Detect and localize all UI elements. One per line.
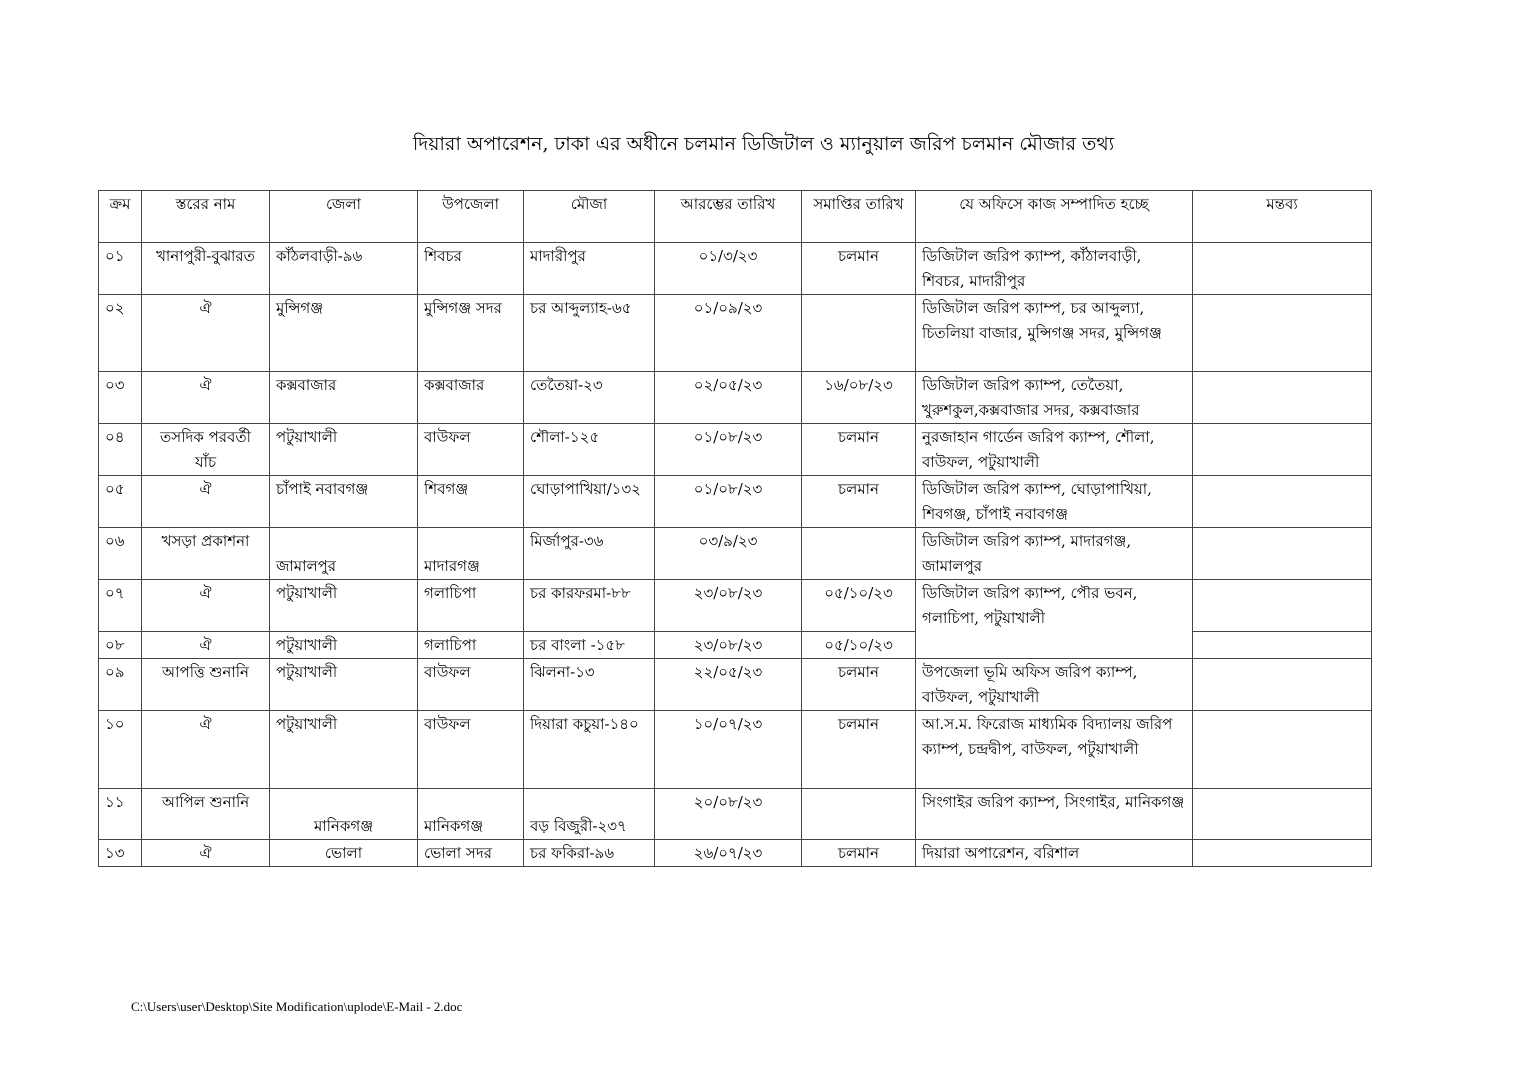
cell-serial: ০৩: [99, 372, 142, 424]
table-row: [99, 840, 1372, 867]
cell-stage: ঐ: [142, 580, 270, 632]
cell-remarks: [1193, 711, 1372, 789]
cell-stage: তসদিক পরবর্তী যাঁচ: [142, 424, 270, 476]
cell-start-date: ২২/০৫/২৩: [655, 659, 802, 711]
cell-mouza: মির্জাপুর-৩৬: [524, 528, 655, 580]
cell-office: দিয়ারা অপারেশন, বরিশাল: [916, 840, 1193, 867]
cell-mouza: বড় বিজুরী-২৩৭: [524, 789, 655, 840]
table-row: [99, 424, 1372, 476]
cell-office: ডিজিটাল জরিপ ক্যাম্প, মাদারগঞ্জ, জামালপুর: [916, 528, 1193, 580]
table-row: [99, 372, 1372, 424]
cell-stage: ঐ: [142, 372, 270, 424]
cell-upazila: মুন্সিগঞ্জ সদর: [418, 295, 524, 372]
header-mouza: মৌজা: [524, 191, 655, 243]
table-header-row: [99, 191, 1372, 243]
cell-end-date: চলমান: [802, 476, 916, 528]
cell-mouza: শৌলা-১২৫: [524, 424, 655, 476]
cell-remarks: [1193, 789, 1372, 840]
cell-stage: আপত্তি শুনানি: [142, 659, 270, 711]
cell-remarks: [1193, 632, 1372, 659]
cell-end-date: চলমান: [802, 424, 916, 476]
cell-remarks: [1193, 580, 1372, 632]
cell-end-date: ০৫/১০/২৩: [802, 580, 916, 632]
cell-district: পটুয়াখালী: [270, 424, 418, 476]
cell-serial: ১১: [99, 789, 142, 840]
cell-mouza: চর ফকিরা-৯৬: [524, 840, 655, 867]
cell-office: ডিজিটাল জরিপ ক্যাম্প, পৌর ভবন, গলাচিপা, পটুয়াখালী: [916, 580, 1193, 659]
cell-district: কাঁঠলবাড়ী-৯৬: [270, 243, 418, 295]
cell-office: সিংগাইর জরিপ ক্যাম্প, সিংগাইর, মানিকগঞ্জ: [916, 789, 1193, 840]
header-remarks: মন্তব্য: [1193, 191, 1372, 243]
header-end-date: সমাপ্তির তারিখ: [802, 191, 916, 243]
cell-stage: ঐ: [142, 840, 270, 867]
cell-district: জামালপুর: [270, 528, 418, 580]
header-office: যে অফিসে কাজ সম্পাদিত হচ্ছে: [916, 191, 1193, 243]
mouza-table: [98, 190, 1372, 867]
cell-district: চাঁপাই নবাবগঞ্জ: [270, 476, 418, 528]
cell-end-date: চলমান: [802, 243, 916, 295]
cell-upazila: বাউফল: [418, 711, 524, 789]
table-row: [99, 789, 1372, 840]
cell-upazila: বাউফল: [418, 659, 524, 711]
cell-start-date: ০১/০৮/২৩: [655, 476, 802, 528]
cell-mouza: দিয়ারা কচুয়া-১৪০: [524, 711, 655, 789]
cell-district: পটুয়াখালী: [270, 659, 418, 711]
cell-serial: ০৪: [99, 424, 142, 476]
table-row: [99, 659, 1372, 711]
cell-mouza: চর আব্দুল্যাহ-৬৫: [524, 295, 655, 372]
cell-office: নুরজাহান গার্ডেন জরিপ ক্যাম্প, শৌলা, বাউফল, পটুয়াখালী: [916, 424, 1193, 476]
cell-end-date: চলমান: [802, 711, 916, 789]
cell-district: ভোলা: [270, 840, 418, 867]
cell-mouza: ঘোড়াপাখিয়া/১৩২: [524, 476, 655, 528]
cell-office: আ.স.ম. ফিরোজ মাধ্যমিক বিদ্যালয় জরিপ ক্যাম্প, চন্দ্রদ্বীপ, বাউফল, পটুয়াখালী: [916, 711, 1193, 789]
cell-serial: ০৮: [99, 632, 142, 659]
cell-start-date: ০৩/৯/২৩: [655, 528, 802, 580]
cell-start-date: ০১/০৯/২৩: [655, 295, 802, 372]
cell-end-date: [802, 295, 916, 372]
cell-upazila: বাউফল: [418, 424, 524, 476]
cell-end-date: ০৫/১০/২৩: [802, 632, 916, 659]
cell-mouza: মাদারীপুর: [524, 243, 655, 295]
cell-serial: ০৯: [99, 659, 142, 711]
cell-district: পটুয়াখালী: [270, 711, 418, 789]
header-upazila: উপজেলা: [418, 191, 524, 243]
cell-stage: খানাপুরী-বুঝারত: [142, 243, 270, 295]
cell-start-date: ২৩/০৮/২৩: [655, 632, 802, 659]
cell-end-date: ১৬/০৮/২৩: [802, 372, 916, 424]
cell-start-date: ০১/৩/২৩: [655, 243, 802, 295]
cell-remarks: [1193, 659, 1372, 711]
cell-upazila: গলাচিপা: [418, 632, 524, 659]
cell-stage: আপিল শুনানি: [142, 789, 270, 840]
cell-serial: ০৫: [99, 476, 142, 528]
cell-remarks: [1193, 528, 1372, 580]
header-stage: স্তরের নাম: [142, 191, 270, 243]
cell-start-date: ১০/০৭/২৩: [655, 711, 802, 789]
cell-remarks: [1193, 476, 1372, 528]
cell-upazila: শিবগঞ্জ: [418, 476, 524, 528]
cell-district: মানিকগঞ্জ: [270, 789, 418, 840]
cell-stage: ঐ: [142, 476, 270, 528]
cell-serial: ১৩: [99, 840, 142, 867]
cell-start-date: ২০/০৮/২৩: [655, 789, 802, 840]
cell-district: মুন্সিগঞ্জ: [270, 295, 418, 372]
cell-mouza: ঝিলনা-১৩: [524, 659, 655, 711]
cell-upazila: মানিকগঞ্জ: [418, 789, 524, 840]
cell-start-date: ২৩/০৮/২৩: [655, 580, 802, 632]
cell-upazila: মাদারগঞ্জ: [418, 528, 524, 580]
cell-end-date: [802, 789, 916, 840]
cell-serial: ০১: [99, 243, 142, 295]
cell-serial: ০৬: [99, 528, 142, 580]
cell-start-date: ০১/০৮/২৩: [655, 424, 802, 476]
cell-office: উপজেলা ভূমি অফিস জরিপ ক্যাম্প, বাউফল, পটুয়াখালী: [916, 659, 1193, 711]
table-row: [99, 243, 1372, 295]
cell-district: পটুয়াখালী: [270, 632, 418, 659]
page-title: দিয়ারা অপারেশন, ঢাকা এর অধীনে চলমান ডিজিটাল ও ম্যানুয়াল জরিপ চলমান মৌজার তথ্য: [412, 133, 1115, 155]
cell-mouza: তেতৈয়া-২৩: [524, 372, 655, 424]
cell-end-date: [802, 528, 916, 580]
cell-remarks: [1193, 424, 1372, 476]
header-start-date: আরম্ভের তারিখ: [655, 191, 802, 243]
cell-remarks: [1193, 840, 1372, 867]
cell-serial: ০৭: [99, 580, 142, 632]
cell-serial: ১০: [99, 711, 142, 789]
cell-end-date: চলমান: [802, 840, 916, 867]
cell-upazila: গলাচিপা: [418, 580, 524, 632]
table-row: [99, 295, 1372, 372]
cell-end-date: চলমান: [802, 659, 916, 711]
table-row: [99, 580, 1372, 632]
cell-start-date: ২৬/০৭/২৩: [655, 840, 802, 867]
cell-office: ডিজিটাল জরিপ ক্যাম্প, চর আব্দুল্যা, চিতলিয়া বাজার, মুন্সিগঞ্জ সদর, মুন্সিগঞ্জ: [916, 295, 1193, 372]
cell-start-date: ০২/০৫/২৩: [655, 372, 802, 424]
cell-stage: খসড়া প্রকাশনা: [142, 528, 270, 580]
table-row: [99, 528, 1372, 580]
header-serial: ক্রম: [99, 191, 142, 243]
cell-remarks: [1193, 295, 1372, 372]
cell-stage: ঐ: [142, 711, 270, 789]
cell-mouza: চর কারফরমা-৮৮: [524, 580, 655, 632]
cell-office: ডিজিটাল জরিপ ক্যাম্প, তেতৈয়া, খুরুশকুল,কক্সবাজার সদর, কক্সবাজার: [916, 372, 1193, 424]
header-district: জেলা: [270, 191, 418, 243]
cell-stage: ঐ: [142, 295, 270, 372]
cell-district: পটুয়াখালী: [270, 580, 418, 632]
cell-remarks: [1193, 243, 1372, 295]
cell-remarks: [1193, 372, 1372, 424]
table-row: [99, 711, 1372, 789]
cell-serial: ০২: [99, 295, 142, 372]
cell-stage: ঐ: [142, 632, 270, 659]
cell-office: ডিজিটাল জরিপ ক্যাম্প, কাঁঠালবাড়ী, শিবচর, মাদারীপুর: [916, 243, 1193, 295]
cell-office: ডিজিটাল জরিপ ক্যাম্প, ঘোড়াপাখিয়া, শিবগঞ্জ, চাঁপাই নবাবগঞ্জ: [916, 476, 1193, 528]
cell-upazila: কক্সবাজার: [418, 372, 524, 424]
cell-upazila: ভোলা সদর: [418, 840, 524, 867]
cell-district: কক্সবাজার: [270, 372, 418, 424]
cell-upazila: শিবচর: [418, 243, 524, 295]
file-path-footer: C:\Users\user\Desktop\Site Modification\uplode\E-Mail - 2.doc: [131, 999, 463, 1014]
cell-mouza: চর বাংলা -১৫৮: [524, 632, 655, 659]
table-row: [99, 476, 1372, 528]
